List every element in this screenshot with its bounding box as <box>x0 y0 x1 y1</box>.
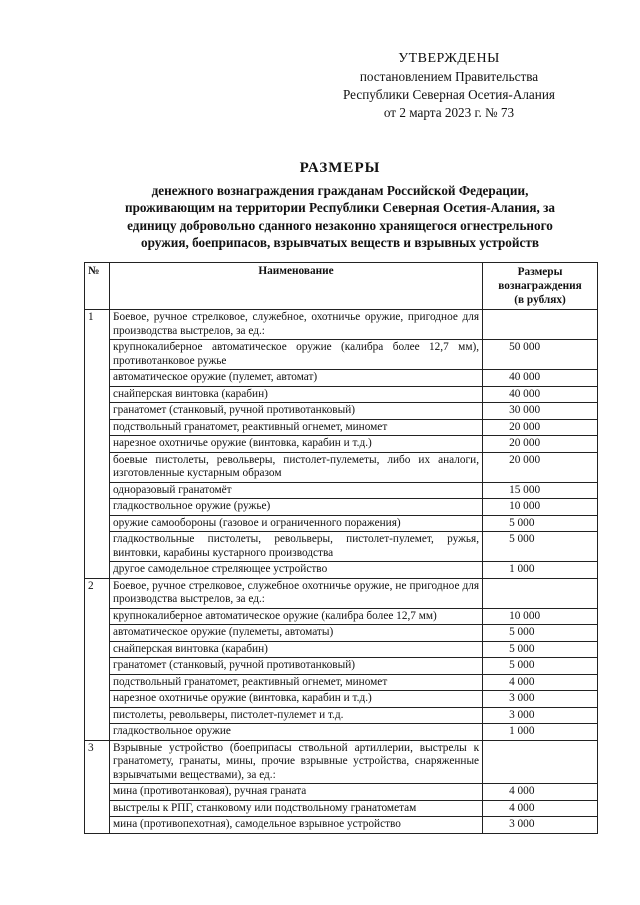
item-amount: 4 000 <box>483 784 598 801</box>
approval-line: от 2 марта 2023 г. № 73 <box>383 105 515 120</box>
header-amount-line: Размеры <box>517 266 563 278</box>
item-amount: 30 000 <box>483 403 598 420</box>
title-line: денежного вознаграждения гражданам Российской Федерации, <box>151 182 529 198</box>
item-name: другое самодельное стреляющее устройство <box>109 562 482 579</box>
table-row <box>85 724 598 741</box>
section-heading-amount-cell <box>483 740 598 784</box>
table-row <box>85 515 598 532</box>
item-name: гладкоствольное оружие <box>109 724 482 741</box>
table-row <box>85 562 598 579</box>
header-name: Наименование <box>109 263 482 310</box>
section-number: 2 <box>85 578 110 740</box>
item-amount: 1 000 <box>483 562 598 579</box>
title-line: единицу добровольно сданного незаконно хранящегося огнестрельного <box>127 217 553 233</box>
section-heading-row <box>85 310 598 340</box>
item-amount: 5 000 <box>483 532 598 562</box>
approval-line: постановлением Правительства <box>359 69 539 84</box>
item-name: боевые пистолеты, револьверы, пистолет-пулеметы, либо их аналоги, изготовленные кустарным образом <box>109 452 482 482</box>
approval-line: Республики Северная Осетия-Алания <box>343 87 555 102</box>
item-name: гранатомет (станковый, ручной противотанковый) <box>109 658 482 675</box>
table-row <box>85 403 598 420</box>
table-row <box>85 436 598 453</box>
item-name: снайперская винтовка (карабин) <box>109 641 482 658</box>
item-name: гранатомет (станковый, ручной противотанковый) <box>109 403 482 420</box>
header-amount <box>483 263 598 310</box>
item-name: нарезное охотничье оружие (винтовка, карабин и т.д.) <box>109 691 482 708</box>
item-amount: 3 000 <box>483 817 598 834</box>
item-name: оружие самообороны (газовое и ограниченного поражения) <box>109 515 482 532</box>
item-amount: 50 000 <box>483 340 598 370</box>
header-num: № <box>85 263 110 310</box>
item-amount: 4 000 <box>483 800 598 817</box>
item-name: мина (противотанковая), ручная граната <box>109 784 482 801</box>
item-name: пистолеты, револьверы, пистолет-пулемет и т.д. <box>109 707 482 724</box>
section-heading-row <box>85 740 598 784</box>
item-name: подствольный гранатомет, реактивный огнемет, миномет <box>109 419 482 436</box>
item-amount: 1 000 <box>483 724 598 741</box>
header-amount-line: (в рублях) <box>514 294 566 306</box>
item-name: крупнокалиберное автоматическое оружие (калибра более 12,7 мм) <box>109 608 482 625</box>
item-name: гладкоствольное оружие (ружье) <box>109 499 482 516</box>
section-number: 3 <box>85 740 110 833</box>
item-amount: 15 000 <box>483 482 598 499</box>
table-row <box>85 499 598 516</box>
header-amount-line: вознаграждения <box>498 280 582 292</box>
item-amount: 20 000 <box>483 419 598 436</box>
section-heading-row <box>85 578 598 608</box>
section-heading: Взрывные устройство (боеприпасы ствольной артиллерии, выстрелы к гранатомету, гранаты, мины, прочие взрывные устройства, снаряженные взрывчатыми веществами), за ед.: <box>109 740 482 784</box>
item-amount: 5 000 <box>483 625 598 642</box>
item-name: автоматическое оружие (пулеметы, автоматы) <box>109 625 482 642</box>
item-name: выстрелы к РПГ, станковому или подствольному гранатометам <box>109 800 482 817</box>
title-main: РАЗМЕРЫ <box>299 160 381 176</box>
item-name: подствольный гранатомет, реактивный огнемет, миномет <box>109 674 482 691</box>
item-amount: 10 000 <box>483 608 598 625</box>
section-number: 1 <box>85 310 110 579</box>
table-row <box>85 641 598 658</box>
table-row <box>85 608 598 625</box>
table-row <box>85 370 598 387</box>
item-amount: 20 000 <box>483 436 598 453</box>
item-amount: 4 000 <box>483 674 598 691</box>
table-row <box>85 419 598 436</box>
item-name: мина (противопехотная), самодельное взрывное устройство <box>109 817 482 834</box>
item-name: крупнокалиберное автоматическое оружие (калибра более 12,7 мм), противотанковое ружье <box>109 340 482 370</box>
table-row <box>85 625 598 642</box>
table-row <box>85 817 598 834</box>
item-name: автоматическое оружие (пулемет, автомат) <box>109 370 482 387</box>
item-amount: 5 000 <box>483 515 598 532</box>
section-heading-amount-cell <box>483 578 598 608</box>
table-header-row <box>85 263 598 310</box>
item-name: нарезное охотничье оружие (винтовка, карабин и т.д.) <box>109 436 482 453</box>
table-row <box>85 784 598 801</box>
section-heading: Боевое, ручное стрелковое, служебное охотничье оружие, не пригодное для производства выстрелов, за ед.: <box>109 578 482 608</box>
item-amount: 40 000 <box>483 370 598 387</box>
document-title <box>90 160 590 252</box>
approval-heading: УТВЕРЖДЕНЫ <box>398 51 500 66</box>
item-name: гладкоствольные пистолеты, револьверы, пистолет-пулемет, ружья, винтовки, карабины кустарного производства <box>109 532 482 562</box>
table-row <box>85 800 598 817</box>
title-line: проживающим на территории Республики Северная Осетия-Алания, за <box>124 200 556 215</box>
table-row <box>85 386 598 403</box>
item-amount: 20 000 <box>483 452 598 482</box>
table-body <box>85 310 598 834</box>
section-heading: Боевое, ручное стрелковое, служебное, охотничье оружие, пригодное для производства выстрелов, за ед.: <box>109 310 482 340</box>
approval-block <box>314 50 584 122</box>
item-name: одноразовый гранатомёт <box>109 482 482 499</box>
rewards-table <box>84 262 598 834</box>
table-row <box>85 340 598 370</box>
table-row <box>85 452 598 482</box>
table-row <box>85 691 598 708</box>
table-row <box>85 658 598 675</box>
item-amount: 5 000 <box>483 658 598 675</box>
item-amount: 10 000 <box>483 499 598 516</box>
item-amount: 3 000 <box>483 707 598 724</box>
table-row <box>85 532 598 562</box>
table-row <box>85 482 598 499</box>
item-amount: 5 000 <box>483 641 598 658</box>
section-heading-amount-cell <box>483 310 598 340</box>
title-line: оружия, боеприпасов, взрывчатых веществ и взрывных устройств <box>141 235 539 250</box>
table-row <box>85 707 598 724</box>
table-row <box>85 674 598 691</box>
item-amount: 3 000 <box>483 691 598 708</box>
item-name: снайперская винтовка (карабин) <box>109 386 482 403</box>
item-amount: 40 000 <box>483 386 598 403</box>
